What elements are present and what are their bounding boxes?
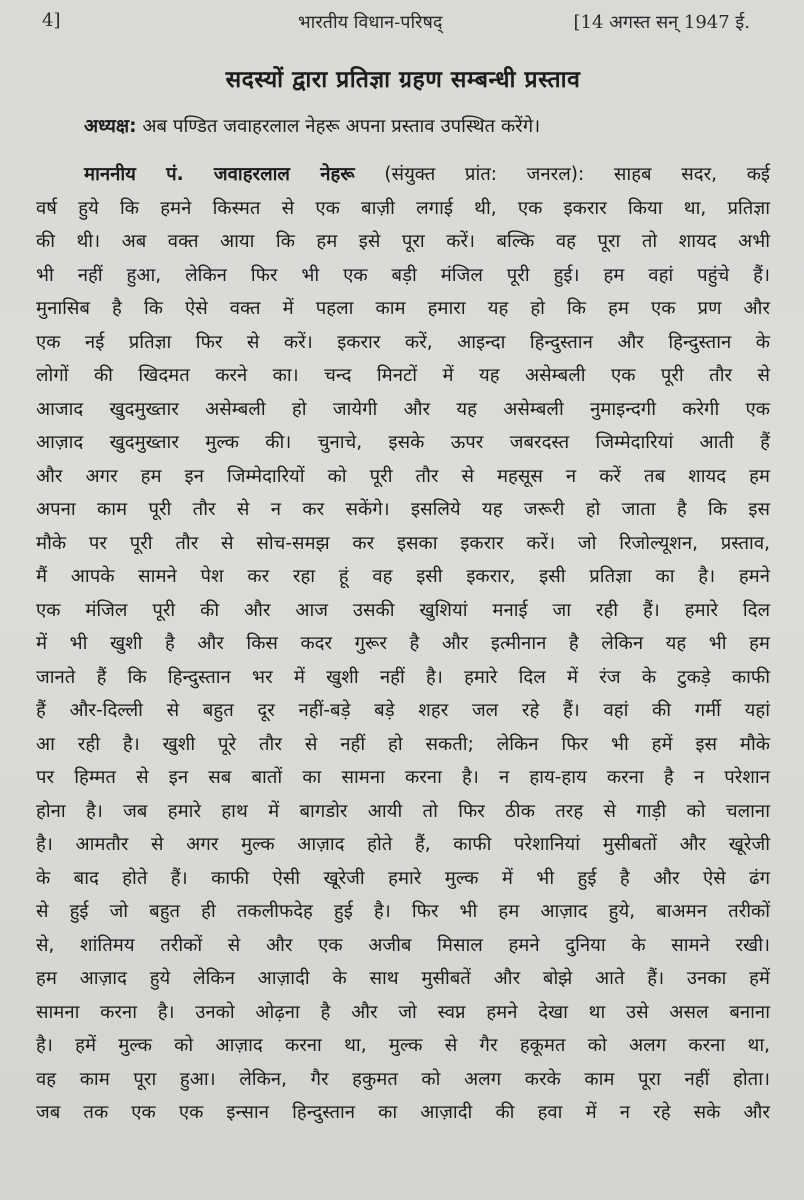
- speech-line-text: मौके पर पूरी तौर से सोच-समझ कर इसका इकरार करें। जो रिजोल्यूशन, प्रस्ताव,: [36, 532, 770, 554]
- speech-line: [36, 594, 770, 628]
- page-number: 4]: [42, 10, 61, 31]
- speech-line-text: हम आज़ाद हुये लेकिन आज़ादी के साथ मुसीबतें और बोझे आते हैं। उनका हमें: [36, 968, 770, 989]
- speech-line: [36, 795, 770, 829]
- speech-line: [36, 1029, 770, 1063]
- speech-line: [36, 895, 770, 929]
- chair-statement: [84, 112, 770, 142]
- speech-line-text: है। आमतौर से अगर मुल्क आज़ाद होते हैं, काफी परेशानियां मुसीबतों और खूरेजी: [36, 834, 770, 855]
- speech-line-text: में भी खुशी है और किस कदर गुरूर है और इत्मीनान है लेकिन यह भी हम: [36, 633, 770, 654]
- speech-line-text: वह काम पूरा हुआ। लेकिन, गैर हकुमत को अलग करके काम पूरा नहीं होता।: [36, 1068, 771, 1090]
- speech-line-text: से, शांतिमय तरीकों से और एक अजीब मिसाल हमने दुनिया के सामने रखी।: [36, 934, 770, 956]
- speech-line-text: लोगों की खिदमत करने का। चन्द मिनटों में यह असेम्बली एक पूरी तौर से: [36, 365, 770, 386]
- speech-line-text: सामना करना है। उनको ओढ़ना है और जो स्वप्न हमने देखा था उसे असल बनाना: [36, 1001, 770, 1023]
- speech-line: [36, 560, 770, 594]
- speech-line: [36, 1096, 770, 1130]
- speech-line: [36, 527, 770, 561]
- speech-line-text: (संयुक्त प्रांत: जनरल): साहब सदर, कई: [354, 164, 770, 185]
- speech-line-text: और अगर हम इन जिम्मेदारियों को पूरी तौर से महसूस न करें तब शायद हम: [36, 465, 770, 487]
- publication-title: भारतीय विधान-परिषद्: [298, 12, 443, 33]
- speech-line: [36, 292, 770, 326]
- speech-line: [36, 761, 770, 795]
- speech-line-text: एक नई प्रतिज्ञा फिर से करें। इकरार करें, आइन्दा हिन्दुस्तान और हिन्दुस्तान के: [36, 331, 770, 353]
- speech-line-text: होना है। जब हमारे हाथ में बागडोर आयी तो फिर ठीक तरह से गाड़ी को चलाना: [36, 800, 770, 822]
- speech-line: [36, 393, 770, 427]
- speech-line: [36, 996, 770, 1030]
- speech-line-text: के बाद होते हैं। काफी ऐसी खूरेजी हमारे मुल्क में भी हुई है और ऐसे ढंग: [36, 867, 770, 889]
- speech-line-text: जब तक एक एक इन्सान हिन्दुस्तान का आज़ादी की हवा में न रहे सके और: [36, 1102, 770, 1123]
- speech-line-text: आजाद खुदमुख्तार असेम्बली हो जायेगी और यह असेम्बली नुमाइन्दगी करेगी एक: [36, 398, 770, 420]
- speech-line: [36, 828, 770, 862]
- speech-line-text: एक मंजिल पूरी की और आज उसकी खुशियां मनाई जा रही हैं। हमारे दिल: [36, 599, 770, 621]
- speech-line-text: हैं और-दिल्ली से बहुत दूर नहीं-बड़े बड़े शहर जल रहे हैं। वहां की गर्मी यहां: [36, 700, 770, 721]
- speech-line-text: है। हमें मुल्क को आज़ाद करना था, मुल्क से गैर हकूमत को अलग करना था,: [36, 1035, 770, 1056]
- speech-line: [36, 359, 770, 393]
- speech-line-text: मैं आपके सामने पेश कर रहा हूं वह इसी इकरार, इसी प्रतिज्ञा का है। हमने: [36, 566, 770, 587]
- speech-line-text: अपना काम पूरी तौर से न कर सकेंगे। इसलिये यह जरूरी हो जाता है कि इस: [36, 499, 770, 520]
- speech-line: [36, 929, 770, 963]
- speech-line-text: मुनासिब है कि ऐसे वक्त में पहला काम हमारा यह हो कि हम एक प्रण और: [36, 298, 770, 319]
- speech-line: [36, 460, 770, 494]
- speech-line: [36, 627, 770, 661]
- speech-line-text: आज़ाद खुदमुख्तार मुल्क की। चुनाचे, इसके ऊपर जबरदस्त जिम्मेदारियां आती हैं: [36, 432, 770, 453]
- speech-line: [36, 694, 770, 728]
- speech-speaker: माननीय पं. जवाहरलाल नेहरू: [84, 164, 355, 185]
- speech-line: [36, 158, 770, 192]
- speech-line-text: की थी। अब वक्त आया कि हम इसे पूरा करें। बल्कि वह पूरा तो शायद अभी: [36, 231, 770, 252]
- speech-line: [36, 728, 770, 762]
- speech-line: [36, 493, 770, 527]
- speech-line: [36, 326, 770, 360]
- speech-line-text: पर हिम्मत से इन सब बातों का सामना करना है। न हाय-हाय करना है न परेशान: [36, 767, 770, 788]
- speech-line-text: आ रही है। खुशी पूरे तौर से नहीं हो सकती; लेकिन फिर भी हमें इस मौके: [36, 733, 770, 755]
- speech-line: [36, 962, 770, 996]
- speech-line: [36, 862, 770, 896]
- speech-line: [36, 259, 770, 293]
- speech-line: [36, 1063, 770, 1097]
- chair-speaker: अध्यक्ष:: [84, 116, 137, 137]
- chair-text: अब पण्डित जवाहरलाल नेहरू अपना प्रस्ताव उपस्थित करेंगे।: [136, 116, 541, 137]
- speech-line: [36, 192, 770, 226]
- speech-line: [36, 426, 770, 460]
- speech-line-text: वर्ष हुये कि हमने किस्मत से एक बाज़ी लगाई थी, एक इकरार किया था, प्रतिज्ञा: [36, 197, 770, 219]
- session-date: [14 अगस्त सन् 1947 ई.: [573, 12, 750, 33]
- section-heading: सदस्यों द्वारा प्रतिज्ञा ग्रहण सम्बन्धी प्रस्ताव: [225, 67, 581, 93]
- speech-line-text: जानते हैं कि हिन्दुस्तान भर में खुशी नहीं है। हमारे दिल में रंज के टुकड़े काफी: [36, 666, 770, 688]
- speech-line: [36, 661, 770, 695]
- speech-line-text: भी नहीं हुआ, लेकिन फिर भी एक बड़ी मंजिल पूरी हुई। हम वहां पहुंचे हैं।: [36, 264, 770, 286]
- speech-line-text: से हुई जो बहुत ही तकलीफदेह हुई है। फिर भी हम आज़ाद हुये, बाअमन तरीकों: [36, 901, 770, 922]
- speech-line: [36, 225, 770, 259]
- speech-body: [36, 158, 770, 1130]
- running-header: [36, 6, 770, 50]
